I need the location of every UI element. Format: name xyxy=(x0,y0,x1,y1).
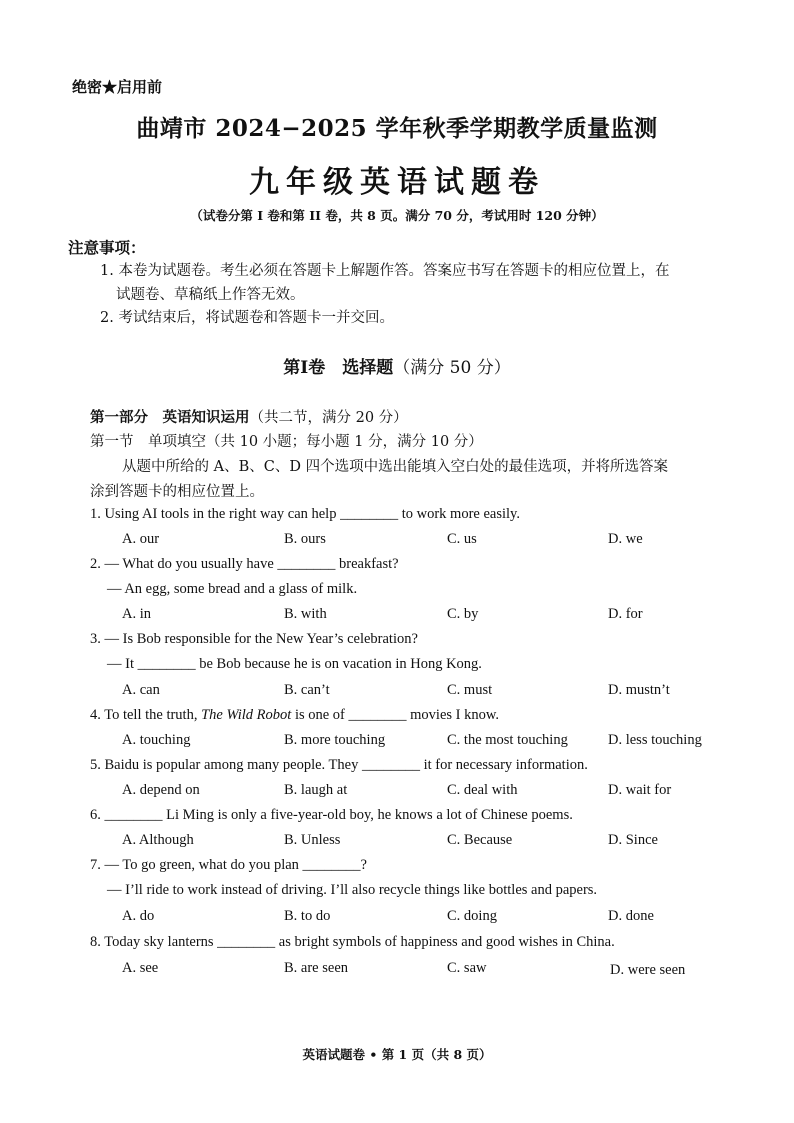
question-1-option-c: C. us xyxy=(447,531,477,547)
question-3-option-d: D. mustn’t xyxy=(608,682,670,698)
question-6-option-c: C. Because xyxy=(447,832,513,848)
question-1-option-b: B. ours xyxy=(284,531,326,547)
paper-info: （试卷分第 I 卷和第 II 卷，共 8 页。满分 70 分，考试用时 120 分钟） xyxy=(190,208,604,223)
question-8-stem: 8. Today sky lanterns ________ as bright symbols of happiness and good wishes in China. xyxy=(90,934,615,950)
question-3-stem: 3. — Is Bob responsible for the New Year’s celebration? xyxy=(90,631,418,647)
question-5-option-b: B. laugh at xyxy=(284,782,348,798)
question-2-option-b: B. with xyxy=(284,606,327,622)
part-detail: （共二节，满分 20 分） xyxy=(249,410,408,426)
question-8-option-d: D. were seen xyxy=(610,962,686,978)
question-2-stem: 2. — What do you usually have ________ breakfast? xyxy=(90,556,399,572)
question-7-stem: 7. — To go green, what do you plan ________? xyxy=(90,857,367,873)
question-1-stem: 1. Using AI tools in the right way can help ________ to work more easily. xyxy=(90,506,520,522)
question-4-stem-pre: 4. To tell the truth, xyxy=(90,707,202,723)
confidential-label: 绝密★启用前 xyxy=(72,78,163,96)
question-6-option-b: B. Unless xyxy=(284,832,341,848)
question-3-option-b: B. can’t xyxy=(284,682,330,698)
page-footer: 英语试题卷 • 第 1 页（共 8 页） xyxy=(302,1047,492,1062)
part-one-title-rest: （满分 50 分） xyxy=(393,358,511,378)
question-4-movie-title: The Wild Robot xyxy=(201,707,292,723)
notice-item-1-cont: 试题卷、草稿纸上作答无效。 xyxy=(116,287,305,303)
part-one-title xyxy=(0,353,794,378)
exam-title: 曲靖市 2024−2025 学年秋季学期教学质量监测 xyxy=(136,115,658,142)
question-3-answer-line: — It ________ be Bob because he is on vacation in Hong Kong. xyxy=(107,656,482,672)
section-heading xyxy=(90,430,483,451)
question-4-option-b: B. more touching xyxy=(284,732,386,748)
question-7-option-a: A. do xyxy=(122,908,155,924)
section-label: 第一节 单项填空 xyxy=(90,434,206,450)
question-5-option-c: C. deal with xyxy=(447,782,518,798)
question-6-option-d: D. Since xyxy=(608,832,658,848)
question-6-stem: 6. ________ Li Ming is only a five-year-old boy, he knows a lot of Chinese poems. xyxy=(90,807,573,823)
question-5-option-d: D. wait for xyxy=(608,782,672,798)
question-2-option-c: C. by xyxy=(447,606,479,622)
instruction-line-2: 涂到答题卡的相应位置上。 xyxy=(90,484,264,500)
question-7-option-b: B. to do xyxy=(284,908,331,924)
question-1-option-d: D. we xyxy=(608,531,643,547)
question-2-option-a: A. in xyxy=(122,606,151,622)
question-8-option-a: A. see xyxy=(122,960,159,976)
question-6-option-a: A. Although xyxy=(122,832,194,848)
question-5-option-a: A. depend on xyxy=(122,782,200,798)
question-4-option-d: D. less touching xyxy=(608,732,702,748)
part-label: 第一部分 英语知识运用 xyxy=(90,409,250,426)
instruction-line-1: 从题中所给的 A、B、C、D 四个选项中选出能填入空白处的最佳选项，并将所选答案 xyxy=(122,459,669,475)
question-2-option-d: D. for xyxy=(608,606,643,622)
question-3-option-a: A. can xyxy=(122,682,160,698)
part-one-title-bold: 第Ⅰ卷 选择题 xyxy=(283,358,394,378)
paper-title: 九年级英语试题卷 xyxy=(249,165,545,200)
part-heading xyxy=(90,406,408,427)
question-4-option-c: C. the most touching xyxy=(447,732,568,748)
question-4-stem-post: is one of ________ movies I know. xyxy=(291,707,500,723)
notice-item-1: 1. 本卷为试题卷。考生必须在答题卡上解题作答。答案应书写在答题卡的相应位置上，在 xyxy=(100,263,670,279)
question-8-option-b: B. are seen xyxy=(284,960,349,976)
question-1-option-a: A. our xyxy=(122,531,160,547)
notice-item-2: 2. 考试结束后，将试题卷和答题卡一并交回。 xyxy=(100,310,394,326)
question-3-option-c: C. must xyxy=(447,682,493,698)
question-7-option-c: C. doing xyxy=(447,908,497,924)
question-4-stem xyxy=(90,707,499,724)
question-5-stem: 5. Baidu is popular among many people. They ________ it for necessary information. xyxy=(90,757,588,773)
question-8-option-c: C. saw xyxy=(447,960,487,976)
question-7-option-d: D. done xyxy=(608,908,654,924)
section-detail: （共 10 小题；每小题 1 分，满分 10 分） xyxy=(206,434,483,450)
question-7-answer-line: — I’ll ride to work instead of driving. I’ll also recycle things like bottles and papers. xyxy=(107,882,598,898)
notice-heading: 注意事项： xyxy=(68,238,146,257)
question-2-answer-line: — An egg, some bread and a glass of milk. xyxy=(107,581,358,597)
question-4-option-a: A. touching xyxy=(122,732,191,748)
